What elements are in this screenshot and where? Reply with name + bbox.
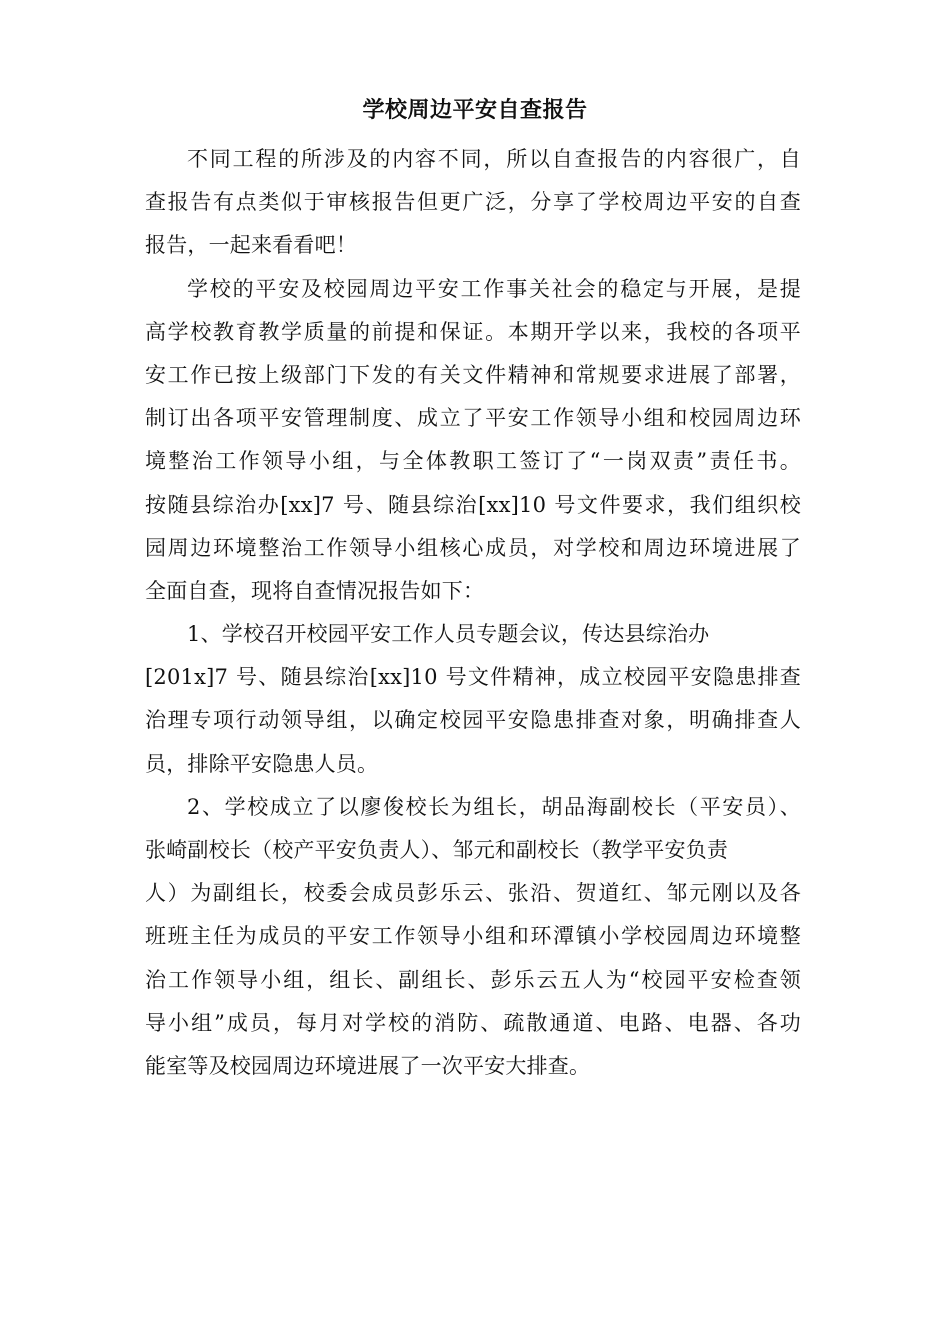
text-line: 境整治工作领导小组，与全体教职工签订了“一岗双责”责任书。 bbox=[145, 449, 801, 474]
text-line: 报告，一起来看看吧！ bbox=[145, 233, 357, 258]
text-line: 不同工程的所涉及的内容不同，所以自查报告的内容很广，自 bbox=[187, 147, 801, 171]
text-line: 查报告有点类似于审核报告但更广泛，分享了学校周边平安的自查 bbox=[145, 190, 801, 215]
text-line: 全面自查，现将自查情况报告如下： bbox=[145, 578, 485, 603]
document-title: 学校周边平安自查报告 bbox=[362, 97, 588, 123]
paragraph-item-2 bbox=[145, 786, 801, 1088]
text-line: 制订出各项平安管理制度、成立了平安工作领导小组和校园周边环 bbox=[145, 406, 801, 431]
text-line: 班班主任为成员的平安工作领导小组和环潭镇小学校园周边环境整 bbox=[145, 924, 801, 949]
text-line: 导小组”成员，每月对学校的消防、疏散通道、电路、电器、各功 bbox=[145, 1010, 801, 1035]
text-line: 张崎副校长（校产平安负责人）、邹元和副校长（教学平安负责 bbox=[145, 838, 729, 862]
paragraph-background bbox=[145, 268, 801, 614]
text-line: 治工作领导小组，组长、副组长、彭乐云五人为“校园平安检查领 bbox=[145, 967, 801, 992]
paragraph-item-1 bbox=[145, 613, 801, 786]
paragraph-intro bbox=[145, 138, 801, 268]
text-line: 高学校教育教学质量的前提和保证。本期开学以来，我校的各项平 bbox=[145, 319, 801, 344]
text-line: 按随县综治办[xx]7 号、随县综治[xx]10 号文件要求，我们组织校 bbox=[145, 492, 801, 517]
text-line: 员，排除平安隐患人员。 bbox=[145, 751, 379, 776]
text-line: 1、学校召开校园平安工作人员专题会议，传达县综治办 bbox=[187, 622, 710, 647]
document-body bbox=[145, 138, 801, 1088]
text-line: 园周边环境整治工作领导小组核心成员，对学校和周边环境进展了 bbox=[145, 535, 801, 560]
text-line: 2、学校成立了以廖俊校长为组长，胡品海副校长（平安员）、 bbox=[187, 794, 801, 819]
text-line: 人）为副组长，校委会成员彭乐云、张沿、贺道红、邹元刚以及各 bbox=[145, 881, 801, 906]
text-line: 治理专项行动领导组，以确定校园平安隐患排查对象，明确排查人 bbox=[145, 708, 801, 733]
text-line: [201x]7 号、随县综治[xx]10 号文件精神，成立校园平安隐患排查 bbox=[145, 665, 801, 690]
text-line: 学校的平安及校园周边平安工作事关社会的稳定与开展，是提 bbox=[187, 276, 801, 301]
text-line: 安工作已按上级部门下发的有关文件精神和常规要求进展了部署， bbox=[145, 362, 801, 387]
text-line: 能室等及校园周边环境进展了一次平安大排查。 bbox=[145, 1053, 591, 1078]
